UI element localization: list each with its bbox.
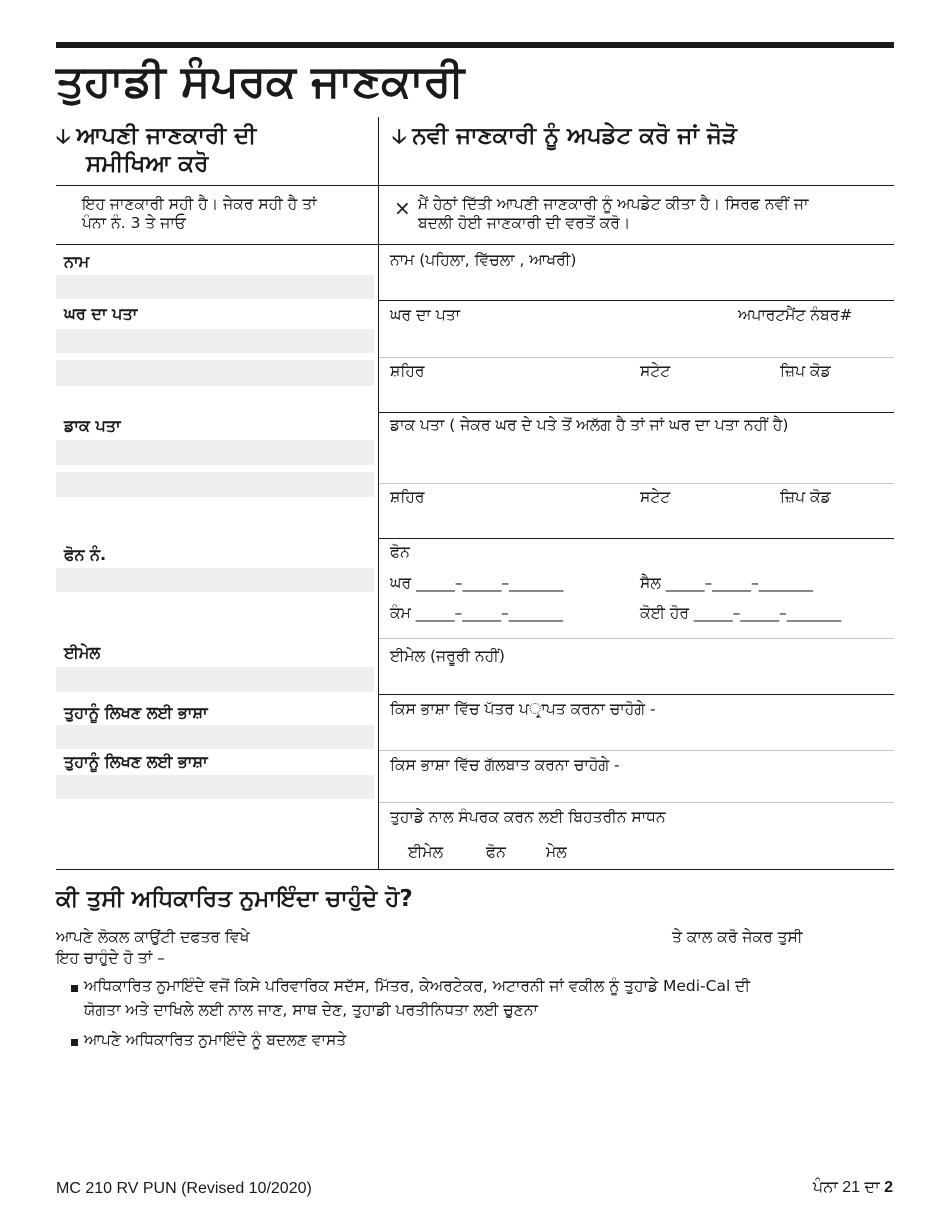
mail-city-value [56, 472, 374, 497]
written-language-field-label: ਕਿਸ ਭਾਸ਼ਾ ਵਿੱਚ ਪੱਤਰ ਪਰ੍ਾਪਤ ਕਰਨਾ ਚਾਹੋਗੇ - [390, 700, 656, 718]
zip-field-label: ਜ਼ਿਪ ਕੋਡ [780, 362, 831, 380]
page-prefix: ਪੰਨਾ 21 ਦਾ [812, 1179, 885, 1196]
down-arrow-icon: 🡣 [392, 124, 407, 148]
home-address-field-label: ਘਰ ਦਾ ਪਤਾ [390, 306, 461, 324]
bullet1-line2: ਯੋਗਤਾ ਅਤੇ ਦਾਖਿਲੇ ਲਈ ਨਾਲ ਜਾਣ, ਸਾਥ ਦੇਣ, ਤੁਹਾਡੀ ਪਰਤੀਨਿਧਤਾ ਲਈ ਚੁਣਨਾ [84, 1001, 538, 1019]
mail-address-label: ਡਾਕ ਪਤਾ [64, 416, 121, 435]
page-number [813, 1179, 893, 1197]
email-label: ਈਮੇਲ [64, 643, 101, 662]
mail-address-value [56, 440, 374, 465]
page-title: ਤੁਹਾਡੀ ਸੰਪਰਕ ਜਾਣਕਾਰੀ [56, 56, 465, 107]
name-field-label: ਨਾਮ (ਪਹਿਲਾ, ਵਿੱਚਲਾ , ਆਖਰੀ) [390, 251, 577, 269]
down-arrow-icon: 🡣 [56, 124, 71, 148]
title-rule [56, 42, 894, 48]
column-divider [378, 117, 379, 869]
phone-field-label: ਫੋਨ [390, 543, 410, 561]
home-address-label: ਘਰ ਦਾ ਪਤਾ [64, 304, 138, 323]
written-language-field-rule[interactable] [379, 750, 894, 751]
mail-address-field-rule[interactable] [379, 483, 894, 484]
spoken-language-field-rule[interactable] [379, 802, 894, 803]
phone-field-rule [379, 638, 894, 639]
review-rule [56, 244, 894, 245]
spoken-language-label: ਤੁਹਾਨੂੰ ਲਿਖਣ ਲਈ ਭਾਸ਼ਾ [64, 752, 208, 771]
update-checkbox[interactable]: × [394, 196, 411, 220]
cell-phone-field[interactable]: ਸੈਲ _____–_____–_______ [640, 574, 813, 592]
city2-field-label: ਸ਼ਹਿਰ [390, 488, 425, 506]
contact-option-mail[interactable]: ਮੇਲ [546, 843, 567, 861]
other-phone-field[interactable]: ਕੋਈ ਹੋਰ _____–_____–_______ [640, 604, 842, 622]
city-field-rule[interactable] [379, 412, 894, 413]
authorized-line1-right: ਤੇ ਕਾਲ ਕਰੋ ਜੇਕਰ ਤੁਸੀ [672, 928, 803, 946]
authorized-line1-left: ਆਪਣੇ ਲੋਕਲ ਕਾਉਂਟੀ ਦਫਤਰ ਵਿਖੇ [56, 928, 250, 946]
home-city-value [56, 360, 374, 386]
written-language-value [56, 725, 374, 749]
spoken-language-value [56, 775, 374, 799]
page-num: 2 [884, 1179, 893, 1196]
table-bottom-rule [56, 869, 894, 870]
phone-label: ਫੋਨ ਨੰ. [64, 545, 107, 564]
review-line2: ਪੰਨਾ ਨੰ. 3 ਤੇ ਜਾਓ [82, 214, 186, 232]
mail-address-field-label: ਡਾਕ ਪਤਾ ( ਜੇਕਰ ਘਰ ਦੇ ਪਤੇ ਤੋਂ ਅਲੱਗ ਹੈ ਤਾਂ ਜਾਂ ਘਰ ਦਾ ਪਤਾ ਨਹੀਂ ਹੈ) [390, 416, 789, 434]
bullet1-line1: ਅਧਿਕਾਰਿਤ ਨੁਮਾਇੰਦੇ ਵਜੋਂ ਕਿਸੇ ਪਰਿਵਾਰਿਕ ਸਦੱਸ, ਮਿੱਤਰ, ਕੇਅਰਟੇਕਰ, ਅਟਾਰਨੀ ਜਾਂ ਵਕੀਲ ਨੂੰ ਤੁਹਾਡੇ Medi-Cal ਦੀ [84, 977, 751, 995]
home-address-value [56, 329, 374, 353]
contact-option-email[interactable]: ਈਮੇਲ [408, 843, 444, 861]
home-phone-field[interactable]: ਘਰ _____–_____–_______ [390, 574, 564, 592]
state-field-label: ਸਟੇਟ [640, 362, 671, 380]
apartment-field-label: ਅਪਾਰਟਮੈਂਟ ਨੰਬਰ# [738, 306, 853, 324]
city2-field-rule[interactable] [379, 538, 894, 539]
phone-value [56, 568, 374, 592]
home-address-field-rule[interactable] [379, 357, 894, 358]
left-header-line2: ਸਮੀਖਿਆ ਕਰੋ [86, 151, 209, 177]
bullet-icon [71, 985, 78, 992]
written-language-label: ਤੁਹਾਨੂੰ ਲਿਖਣ ਲਈ ਭਾਸ਼ਾ [64, 703, 208, 722]
header-rule [56, 185, 894, 186]
state2-field-label: ਸਟੇਟ [640, 488, 671, 506]
best-contact-label: ਤੁਹਾਡੇ ਨਾਲ ਸੰਪਰਕ ਕਰਨ ਲਈ ਬਿਹਤਰੀਨ ਸਾਧਨ [390, 808, 666, 826]
name-value [56, 275, 374, 299]
right-header-text: ਨਵੀ ਜਾਣਕਾਰੀ ਨੂੰ ਅਪਡੇਟ ਕਰੋ ਜਾਂ ਜੋੜੋ [412, 123, 737, 149]
bullet-icon [71, 1039, 78, 1046]
authorized-bullet1 [84, 976, 884, 1021]
zip2-field-label: ਜ਼ਿਪ ਕੋਡ [780, 488, 831, 506]
authorized-bullet2: ਆਪਣੇ ਅਧਿਕਾਰਿਤ ਨੁਮਾਇੰਦੇ ਨੂੰ ਬਦਲਣ ਵਾਸਤੇ [84, 1031, 347, 1049]
update-line1: ਮੈਂ ਹੇਠਾਂ ਦਿੱਤੀ ਆਪਣੀ ਜਾਣਕਾਰੀ ਨੂੰ ਅਪਡੇਟ ਕੀਤਾ ਹੈ। ਸਿਰਫ ਨਵੀਂ ਜਾ [418, 195, 809, 213]
update-text [418, 195, 888, 233]
email-field-label: ਈਮੇਲ (ਜਰੂਰੀ ਨਹੀਂ) [390, 647, 505, 665]
update-line2: ਬਦਲੀ ਹੋਈ ਜਾਣਕਾਰੀ ਦੀ ਵਰਤੋਂ ਕਰੋ। [418, 214, 631, 232]
review-line1: ਇਹ ਜਾਣਕਾਰੀ ਸਹੀ ਹੈ। ਜੇਕਰ ਸਹੀ ਹੈ ਤਾਂ [82, 195, 317, 213]
review-text [82, 195, 372, 233]
name-label: ਨਾਮ [64, 252, 90, 271]
work-phone-field[interactable]: ਕੰਮ _____–_____–_______ [390, 604, 563, 622]
form-id: MC 210 RV PUN (Revised 10/2020) [56, 1180, 312, 1197]
city-field-label: ਸ਼ਹਿਰ [390, 362, 425, 380]
email-field-rule[interactable] [379, 694, 894, 695]
contact-option-phone[interactable]: ਫੋਨ [486, 843, 506, 861]
name-field-rule[interactable] [379, 300, 894, 301]
left-header-line1: ਆਪਣੀ ਜਾਣਕਾਰੀ ਦੀ [76, 123, 257, 149]
authorized-line2: ਇਹ ਚਾਹੁੰਦੇ ਹੋ ਤਾਂ – [56, 949, 165, 967]
email-value [56, 667, 374, 692]
right-column-header [392, 122, 892, 150]
left-column-header [56, 122, 374, 178]
authorized-heading: ਕੀ ਤੁਸੀ ਅਧਿਕਾਰਿਤ ਨੁਮਾਇੰਦਾ ਚਾਹੁੰਦੇ ਹੋ? [56, 886, 413, 912]
spoken-language-field-label: ਕਿਸ ਭਾਸ਼ਾ ਵਿੱਚ ਗੱਲਬਾਤ ਕਰਨਾ ਚਾਹੋਗੇ - [390, 756, 620, 774]
